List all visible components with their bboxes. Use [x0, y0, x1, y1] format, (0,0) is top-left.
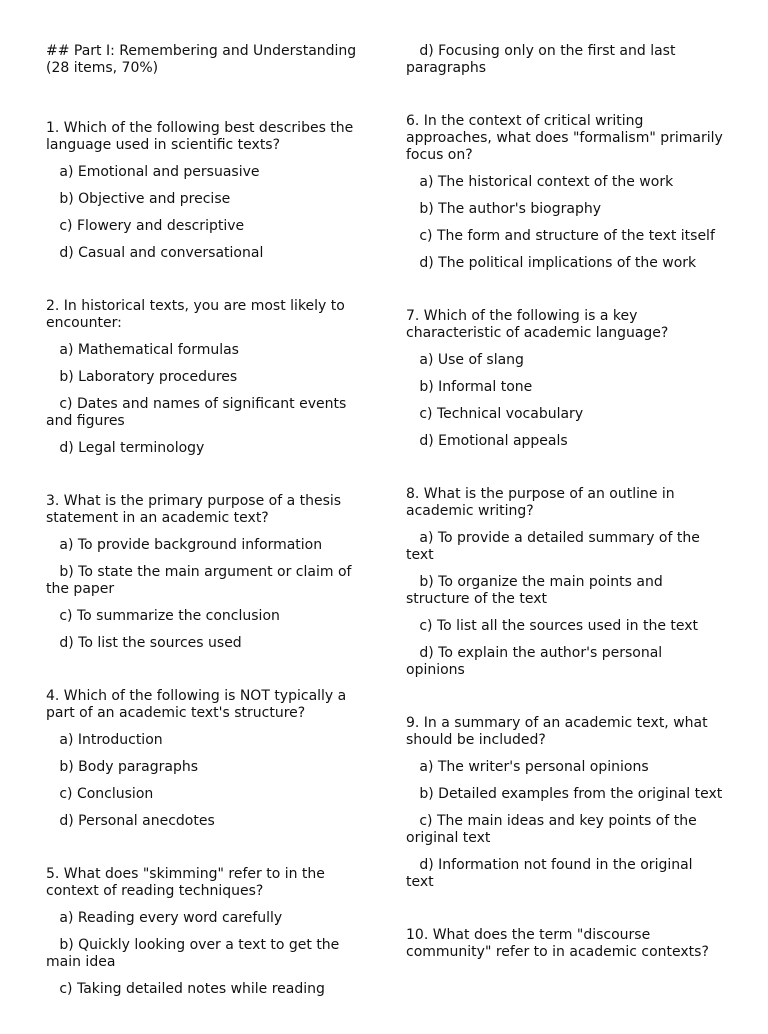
answer-option: d) Emotional appeals — [419, 433, 568, 449]
answer-option: a) Use of slang — [419, 352, 524, 368]
question-text: 8. What is the purpose of an outline in academic writing? — [406, 486, 675, 519]
question-text: 10. What does the term "discourse community" refer to in academic contexts? — [406, 927, 709, 960]
right-question-list — [406, 113, 724, 961]
section-heading: ## Part I: Remembering and Understanding (28 items, 70%) — [46, 43, 357, 76]
question-text: 7. Which of the following is a key characteristic of academic language? — [406, 308, 669, 341]
answer-option: b) Objective and precise — [59, 191, 231, 207]
answer-option: d) To explain the author's personal opinions — [406, 645, 663, 678]
question — [46, 493, 364, 652]
question-text: 5. What does "skimming" refer to in the context of reading techniques? — [46, 866, 325, 899]
answer-option: b) Detailed examples from the original text — [419, 786, 723, 802]
answer-option: c) Flowery and descriptive — [59, 218, 245, 234]
question — [46, 298, 364, 457]
answer-option: d) Legal terminology — [59, 440, 205, 456]
question — [406, 113, 724, 272]
answer-option: d) To list the sources used — [59, 635, 242, 651]
answer-option: b) Laboratory procedures — [59, 369, 238, 385]
answer-option: c) To list all the sources used in the text — [419, 618, 699, 634]
answer-option: a) Mathematical formulas — [59, 342, 239, 358]
left-question-list — [46, 120, 364, 998]
question — [406, 308, 724, 450]
answer-option: d) Casual and conversational — [59, 245, 264, 261]
answer-option: b) Quickly looking over a text to get the main idea — [46, 937, 340, 970]
answer-option: d) The political implications of the work — [419, 255, 697, 271]
question-text: 3. What is the primary purpose of a thesis statement in an academic text? — [46, 493, 342, 526]
right-column — [406, 43, 724, 997]
answer-option: a) The historical context of the work — [419, 174, 674, 190]
answer-option: c) The form and structure of the text itself — [419, 228, 715, 244]
answer-option: c) Technical vocabulary — [419, 406, 584, 422]
continued-option: d) Focusing only on the first and last paragraphs — [406, 43, 676, 76]
answer-option: d) Information not found in the original text — [406, 857, 693, 890]
answer-option: b) Body paragraphs — [59, 759, 199, 775]
question-text: 1. Which of the following best describes the language used in scientific texts? — [46, 120, 354, 153]
question — [46, 688, 364, 830]
answer-option: c) Taking detailed notes while reading — [59, 981, 325, 997]
answer-option: b) To organize the main points and structure of the text — [406, 574, 663, 607]
answer-option: b) The author's biography — [419, 201, 601, 217]
question — [46, 120, 364, 262]
question — [406, 715, 724, 891]
answer-option: c) To summarize the conclusion — [59, 608, 280, 624]
answer-option: d) Personal anecdotes — [59, 813, 215, 829]
answer-option: a) To provide background information — [59, 537, 323, 553]
answer-option: c) Dates and names of significant events and figures — [46, 396, 347, 429]
question-text: 6. In the context of critical writing approaches, what does "formalism" primarily focus on? — [406, 113, 723, 163]
left-column — [46, 43, 364, 1034]
answer-option: c) Conclusion — [59, 786, 154, 802]
answer-option: a) Reading every word carefully — [59, 910, 283, 926]
answer-option: a) The writer's personal opinions — [419, 759, 649, 775]
answer-option: a) Emotional and persuasive — [59, 164, 260, 180]
question-text: 9. In a summary of an academic text, what should be included? — [406, 715, 708, 748]
question-text: 2. In historical texts, you are most likely to encounter: — [46, 298, 345, 331]
answer-option: a) To provide a detailed summary of the text — [406, 530, 700, 563]
question-text: 4. Which of the following is NOT typically a part of an academic text's structure? — [46, 688, 347, 721]
question — [46, 866, 364, 998]
answer-option: a) Introduction — [59, 732, 163, 748]
answer-option: b) Informal tone — [419, 379, 533, 395]
answer-option: b) To state the main argument or claim of the paper — [46, 564, 352, 597]
question — [406, 486, 724, 679]
answer-option: c) The main ideas and key points of the original text — [406, 813, 697, 846]
question — [406, 927, 724, 961]
